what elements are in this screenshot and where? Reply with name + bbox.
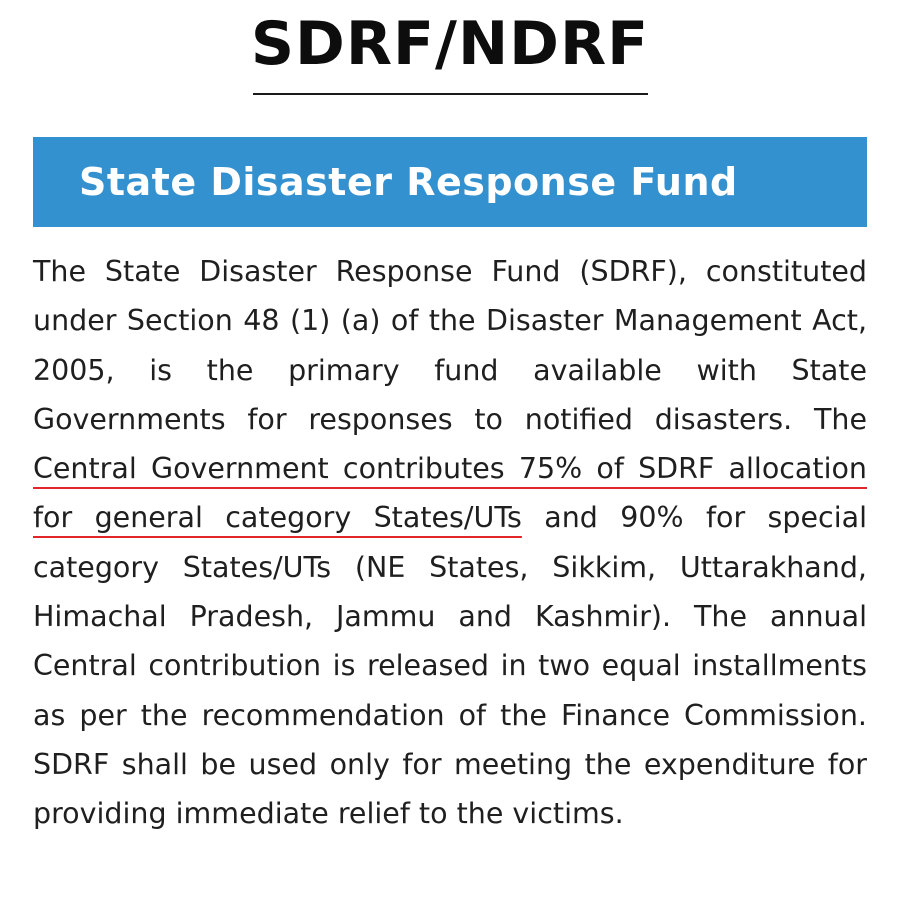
highlighted-text: Central Government contributes 75% of SDRF allocation for general category States/UTs (33, 452, 867, 535)
section-banner (33, 137, 867, 227)
section-heading: State Disaster Response Fund (79, 160, 738, 204)
body-paragraph (33, 247, 867, 839)
paragraph-text-after: and 90% for special category States/UTs (NE States, Sikkim, Uttarakhand, Himachal Pradesh, Jammu and Kashmir). The annual Central contribution is released in two equal installments as per the recommendation of the Finance Commission. SDRF shall be used only for meeting the expenditure for providing immediate relief to the victims. (33, 501, 867, 831)
paragraph-text-before: The State Disaster Response Fund (SDRF), constituted under Section 48 (1) (a) of the Disaster Management Act, 2005, is the primary fund available with State Governments for responses to notified disasters. The (33, 255, 867, 436)
title-underline (253, 93, 648, 95)
page-title: SDRF/NDRF (250, 9, 650, 79)
